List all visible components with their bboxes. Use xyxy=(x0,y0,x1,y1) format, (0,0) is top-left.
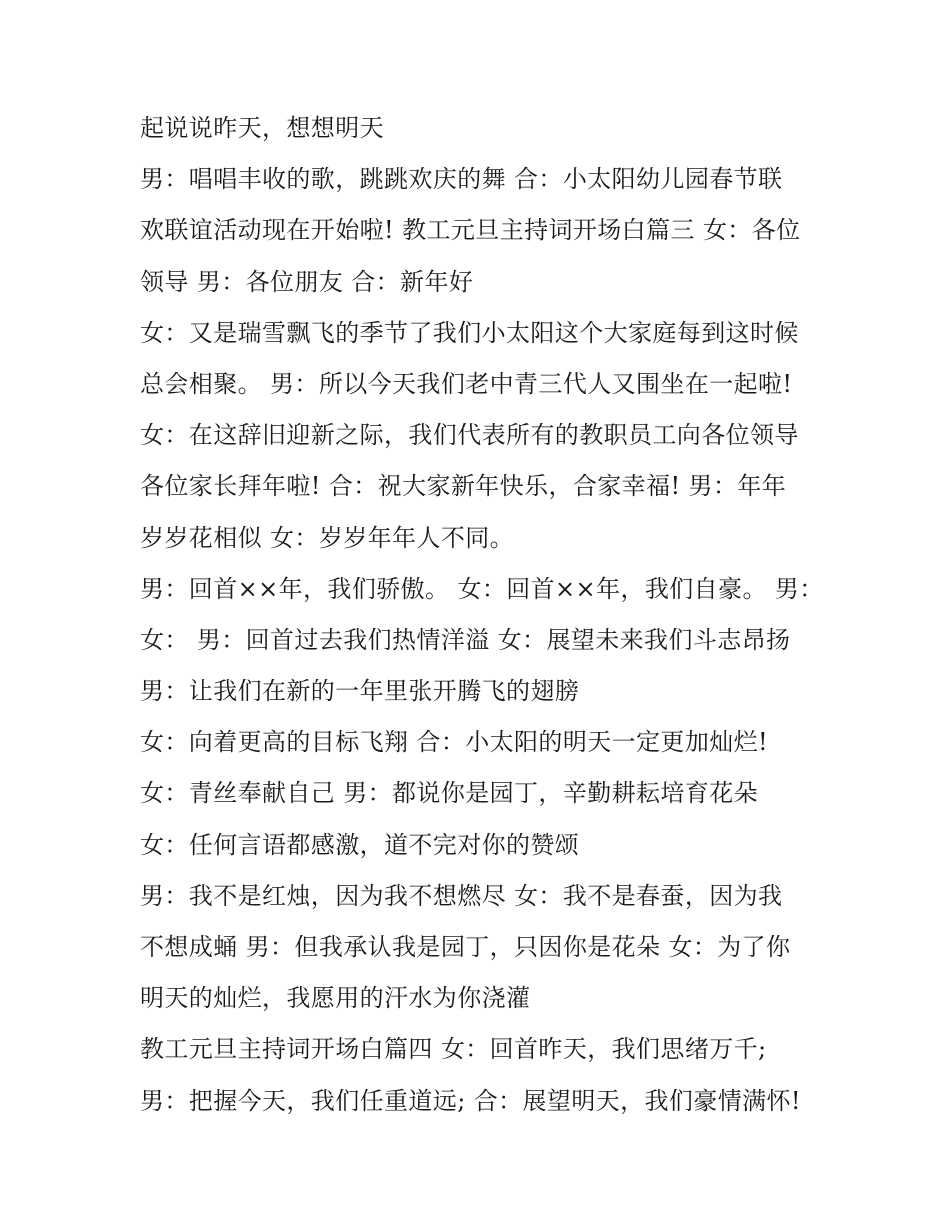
text-line: 教工元旦主持词开场白篇四 女：回首昨天，我们思绪万千; xyxy=(140,1035,767,1064)
text-line: 岁岁花相似 女：岁岁年年人不同。 xyxy=(140,523,515,552)
text-line: 女：任何言语都感激，道不完对你的赞颂 xyxy=(140,830,580,859)
text-line: 男：让我们在新的一年里张开腾飞的翅膀 xyxy=(140,677,580,706)
text-line: 男：回首××年，我们骄傲。 女：回首××年，我们自豪。 男： xyxy=(140,574,824,603)
text-line: 女：向着更高的目标飞翔 合：小太阳的明天一定更加灿烂! xyxy=(140,728,769,757)
text-line: 领导 男：各位朋友 合：新年好 xyxy=(140,267,474,296)
text-line: 女： 男：回首过去我们热情洋溢 女：展望未来我们斗志昂扬 xyxy=(140,625,791,654)
text-line: 男：把握今天，我们任重道远; 合：展望明天，我们豪情满怀! xyxy=(140,1086,801,1115)
text-line: 起说说昨天，想想明天 xyxy=(140,114,384,142)
text-line: 女：又是瑞雪飘飞的季节了我们小太阳这个大家庭每到这时候 xyxy=(140,318,799,347)
text-line: 各位家长拜年啦! 合：祝大家新年快乐，合家幸福! 男：年年 xyxy=(140,472,787,501)
text-line: 女：青丝奉献自己 男：都说你是园丁，辛勤耕耘培育花朵 xyxy=(140,779,759,808)
text-line: 欢联谊活动现在开始啦! 教工元旦主持词开场白篇三 女：各位 xyxy=(140,216,801,245)
text-line: 男：我不是红烛，因为我不想燃尽 女：我不是春蚕，因为我 xyxy=(140,881,783,910)
document-body xyxy=(140,103,830,1127)
text-line: 不想成蛹 男：但我承认我是园丁，只因你是花朵 女：为了你 xyxy=(140,933,791,961)
text-line: 女：在这辞旧迎新之际，我们代表所有的教职员工向各位领导 xyxy=(140,421,799,450)
text-line: 总会相聚。 男：所以今天我们老中青三代人又围坐在一起啦! xyxy=(140,369,793,398)
text-line: 男：唱唱丰收的歌，跳跳欢庆的舞 合：小太阳幼儿园春节联 xyxy=(140,165,783,194)
text-line: 明天的灿烂，我愿用的汗水为你浇灌 xyxy=(140,984,531,1013)
